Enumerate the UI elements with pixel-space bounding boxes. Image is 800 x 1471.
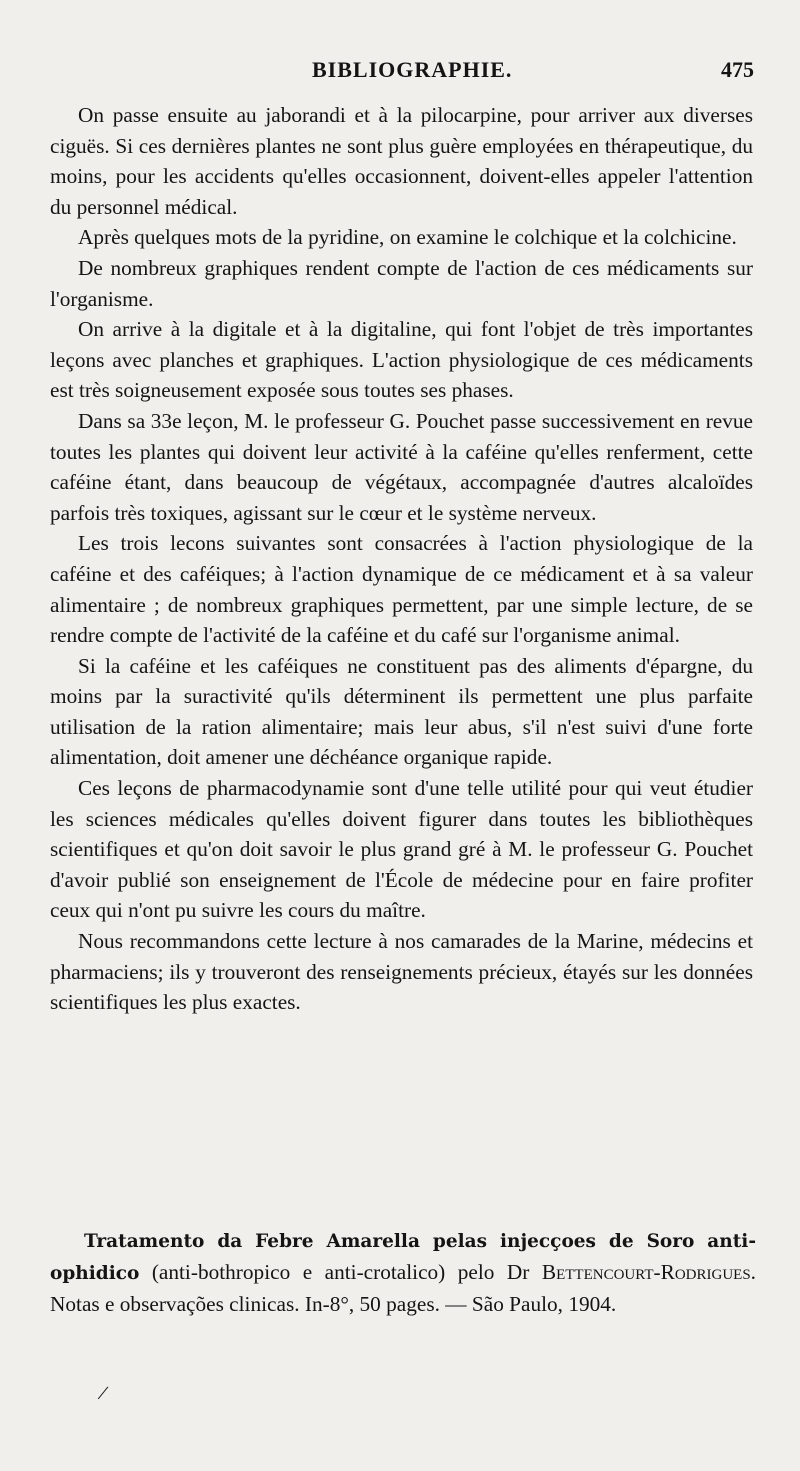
- page-number: 475: [721, 57, 754, 82]
- review-details: . Notas e observações clinicas. In-8°, 50 pages. — São Paulo, 1904.: [50, 1260, 756, 1316]
- paragraph: On passe ensuite au jaborandi et à la pilocarpine, pour arriver aux diverses ciguës. Si ces dernières plantes ne sont plus guère employées en thérapeutique, du moins, pour les accidents qu'elles occasionnent, doivent-elles appeler l'attention du personnel médical.: [50, 103, 753, 219]
- paragraph: Dans sa 33e leçon, M. le professeur G. Pouchet passe successivement en revue toutes les plantes qui doivent leur activité à la caféine qu'elles renferment, cette caféine étant, dans beaucoup de végétaux, accompagnée d'autres alcaloïdes parfois très toxiques, agissant sur le cœur et le système nerveux.: [50, 408, 753, 525]
- stray-mark: /: [96, 1379, 111, 1406]
- review-book-title: Tratamento da Febre Amarella pelas injecçoes de Soro anti-ophidico: [50, 1231, 756, 1284]
- paragraph: Si la caféine et les caféiques ne constituent pas des aliments d'épargne, du moins par la suractivité qu'ils déterminent ils permettent une plus parfaite utilisation de la ration alimentaire; mais leur abus, s'il n'est suivi d'une forte alimentation, doit amener une déchéance organique rapide.: [50, 653, 753, 770]
- paragraph: Ces leçons de pharmacodynamie sont d'une telle utilité pour qui veut étudier les sciences médicales qu'elles doivent figurer dans toutes les bibliothèques scientifiques et qu'on doit savoir le plus grand gré à M. le professeur G. Pouchet d'avoir publié son enseignement de l'École de médecine pour en faire profiter ceux qui n'ont pu suivre les cours du maître.: [50, 776, 753, 923]
- paragraph: Après quelques mots de la pyridine, on examine le colchique et la colchicine.: [78, 225, 737, 250]
- review-author: Bettencourt-Rodrigues: [541, 1260, 751, 1284]
- paragraph: De nombreux graphiques rendent compte de l'action de ces médicaments sur l'organisme.: [50, 255, 753, 311]
- running-title: BIBLIOGRAPHIE.: [312, 57, 513, 82]
- review-subtitle: (anti-bothropico e anti-crotalico) pelo Dr: [139, 1260, 542, 1284]
- body-text: [50, 100, 753, 1018]
- page-header: [0, 57, 800, 91]
- paragraph: Les trois lecons suivantes sont consacrées à l'action physiologique de la caféine et des caféiques; à l'action dynamique de ce médicament et à sa valeur alimentaire ; de nombreux graphiques permettent, par une simple lecture, de se rendre compte de l'activité de la caféine et du café sur l'organisme animal.: [50, 531, 753, 648]
- review-entry: [50, 1225, 756, 1320]
- paragraph: On arrive à la digitale et à la digitaline, qui font l'objet de très importantes leçons avec planches et graphiques. L'action physiologique de ces médicaments est très soigneusement exposée sous toutes ses phases.: [50, 317, 753, 403]
- paragraph: Nous recommandons cette lecture à nos camarades de la Marine, médecins et pharmaciens; ils y trouveront des renseignements précieux, étayés sur les données scientifiques les plus exactes.: [50, 929, 753, 1015]
